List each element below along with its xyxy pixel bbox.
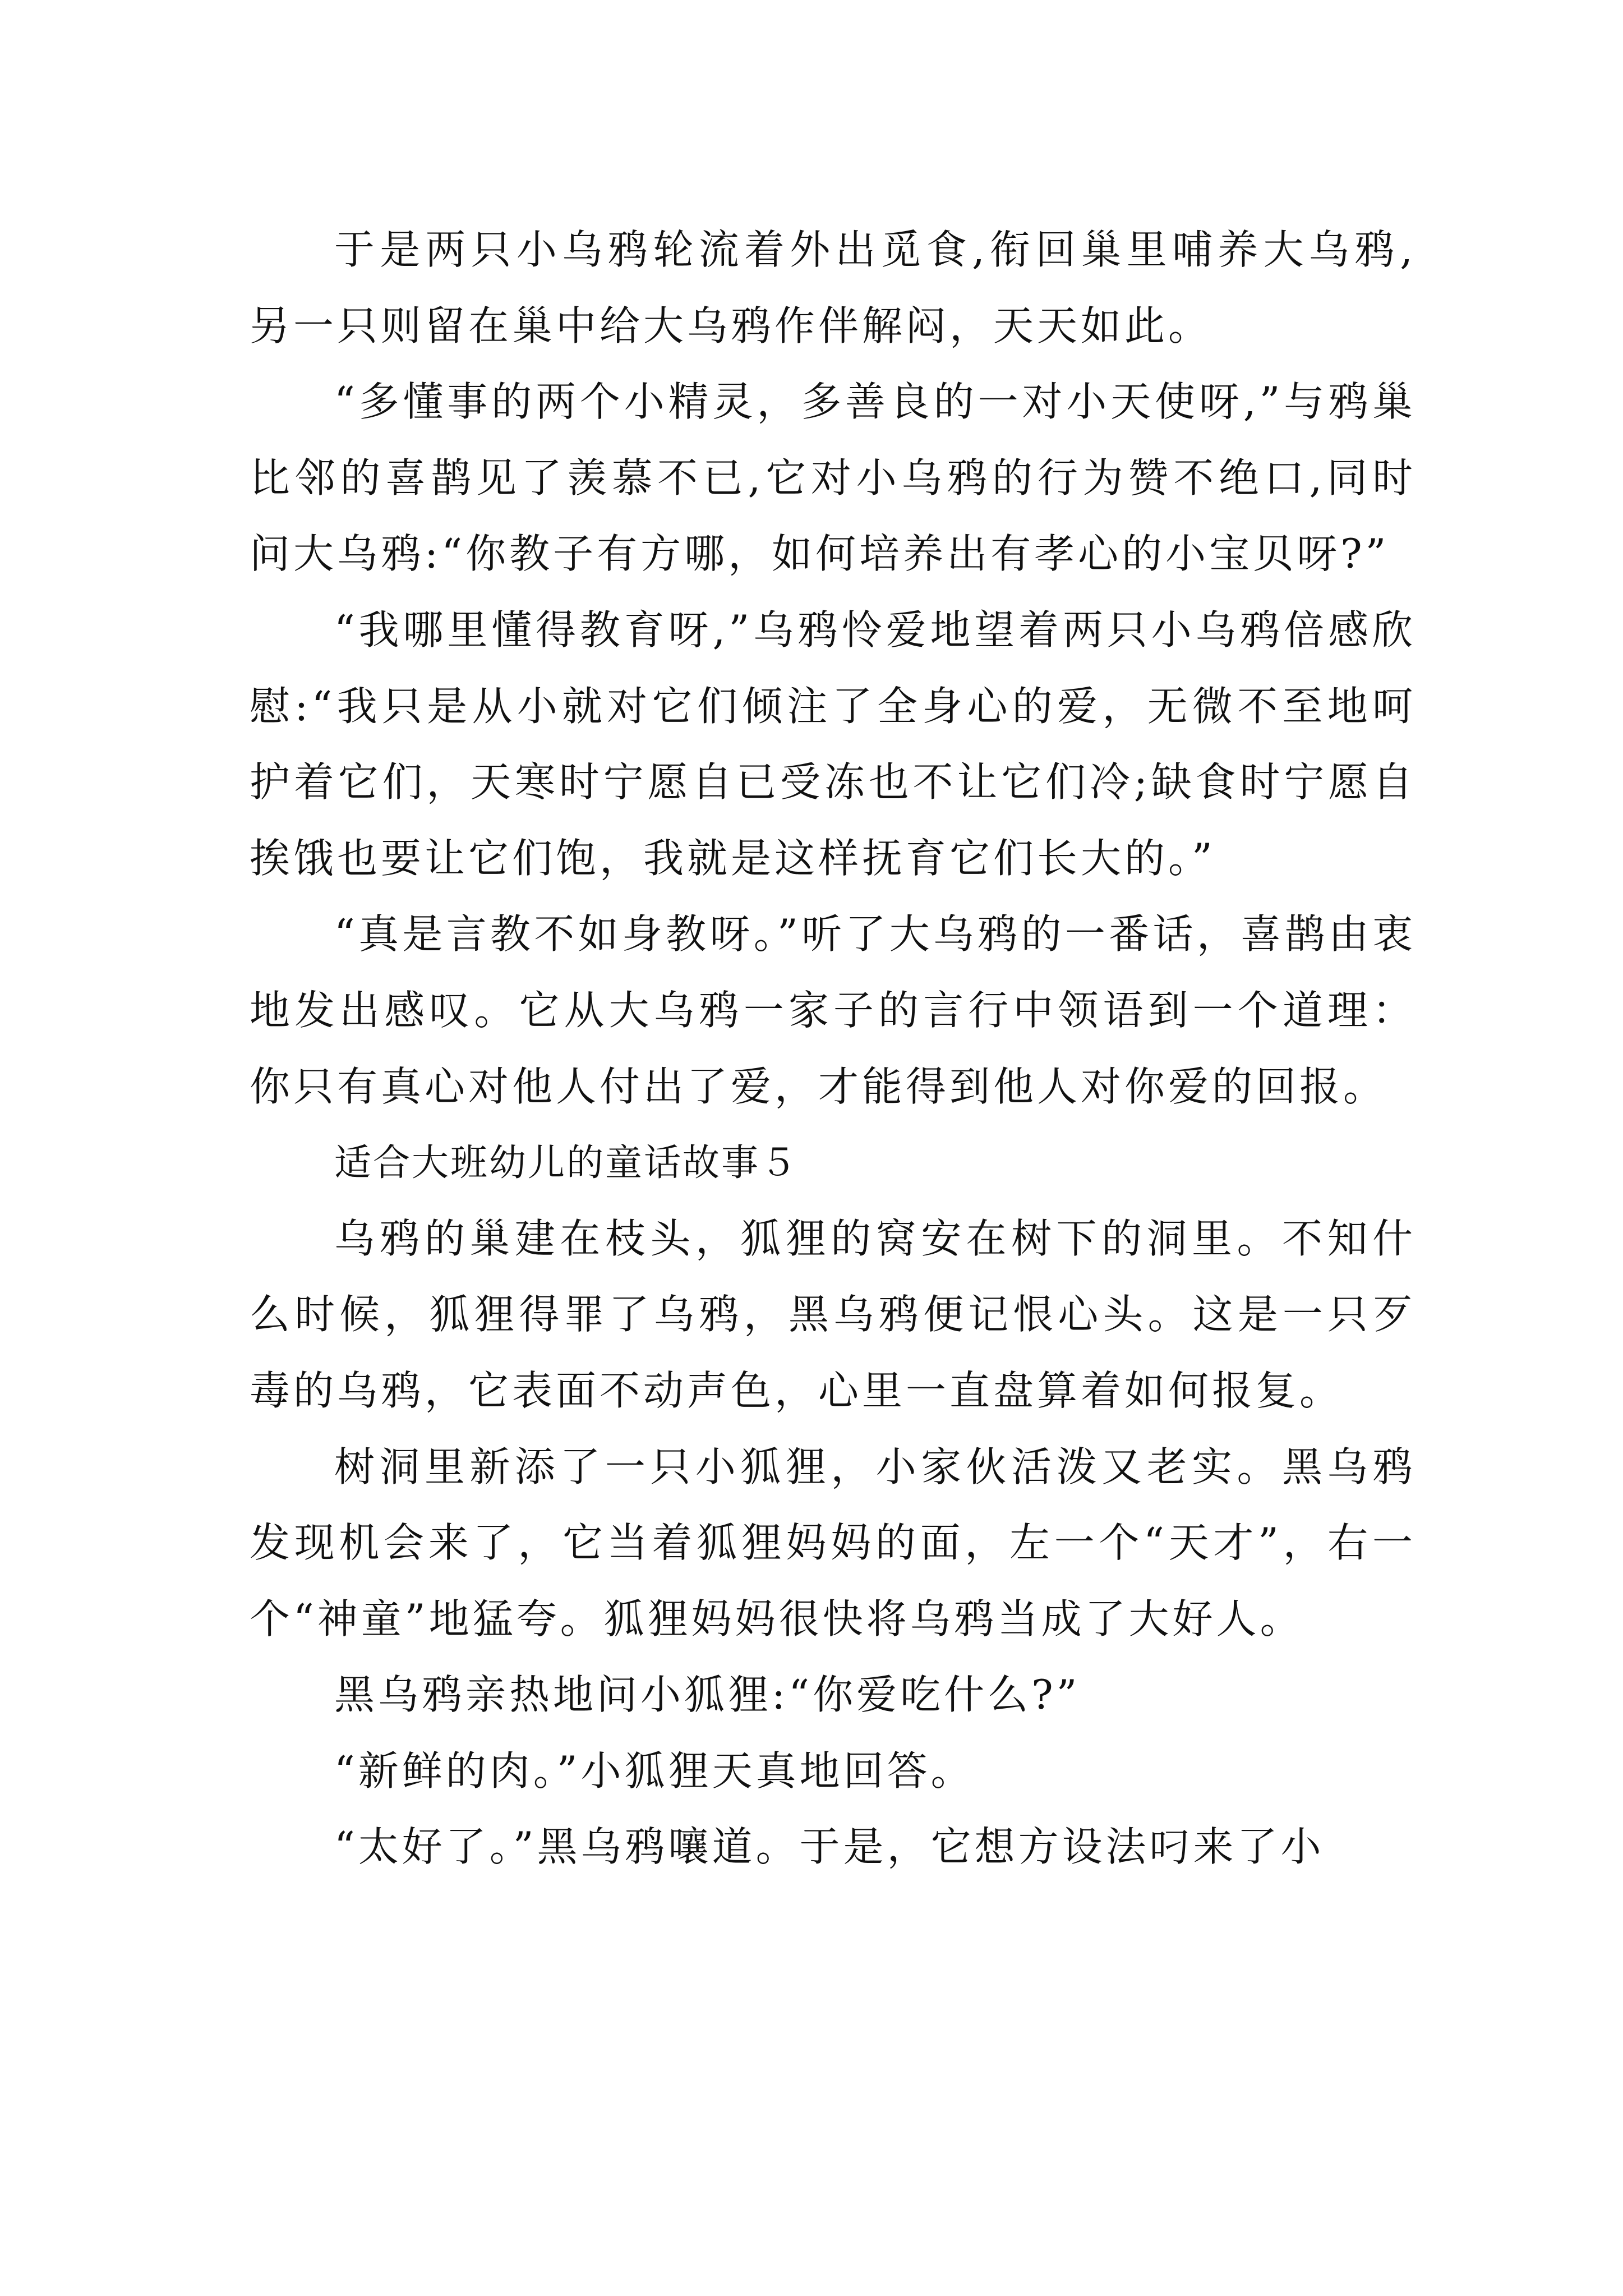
paragraph: “新鲜的肉。”小狐狸天真地回答。 bbox=[334, 1747, 975, 1795]
paragraph: 树洞里新添了一只小狐狸，小家伙活泼又老实。黑乌鸦发现机会来了，它当着狐狸妈妈的面，左一个“天才”，右一个“神童”地猛夸。狐狸妈妈很快将乌鸦当成了大好人。 bbox=[250, 1443, 1416, 1642]
paragraph: “多懂事的两个小精灵，多善良的一对小天使呀,”与鸦巢比邻的喜鹊见了羡慕不已,它对小乌鸦的行为赞不绝口,同时问大乌鸦:“你教子有方哪，如何培养出有孝心的小宝贝呀?” bbox=[250, 378, 1416, 578]
paragraph: 乌鸦的巢建在枝头，狐狸的窝安在树下的洞里。不知什么时候，狐狸得罪了乌鸦，黑乌鸦便记恨心头。这是一只歹毒的乌鸦，它表面不动声色，心里一直盘算着如何报复。 bbox=[250, 1214, 1416, 1414]
paragraph: “我哪里懂得教育呀,”乌鸦怜爱地望着两只小乌鸦倍感欣慰:“我只是从小就对它们倾注了全身心的爱，无微不至地呵护着它们，天寒时宁愿自已受冻也不让它们冷;缺食时宁愿自挨饿也要让它们饱，我就是这样抚育它们长大的。” bbox=[250, 606, 1416, 882]
paragraph: 于是两只小乌鸦轮流着外出觅食,衔回巢里哺养大乌鸦,另一只则留在巢中给大乌鸦作伴解闷，天天如此。 bbox=[250, 226, 1416, 349]
paragraph: 黑乌鸦亲热地问小狐狸:“你爱吃什么?” bbox=[334, 1671, 1081, 1719]
paragraph: “真是言教不如身教呀。”听了大乌鸦的一番话，喜鹊由衷地发出感叹。它从大乌鸦一家子的言行中领语到一个道理：你只有真心对他人付出了爱，才能得到他人对你爱的回报。 bbox=[250, 910, 1416, 1110]
body-text bbox=[250, 212, 1416, 1885]
section-heading: 适合大班幼儿的童话故事５ bbox=[334, 1141, 799, 1185]
paragraph: “太好了。”黑乌鸦嚷道。于是，它想方设法叼来了小 bbox=[334, 1823, 1325, 1871]
